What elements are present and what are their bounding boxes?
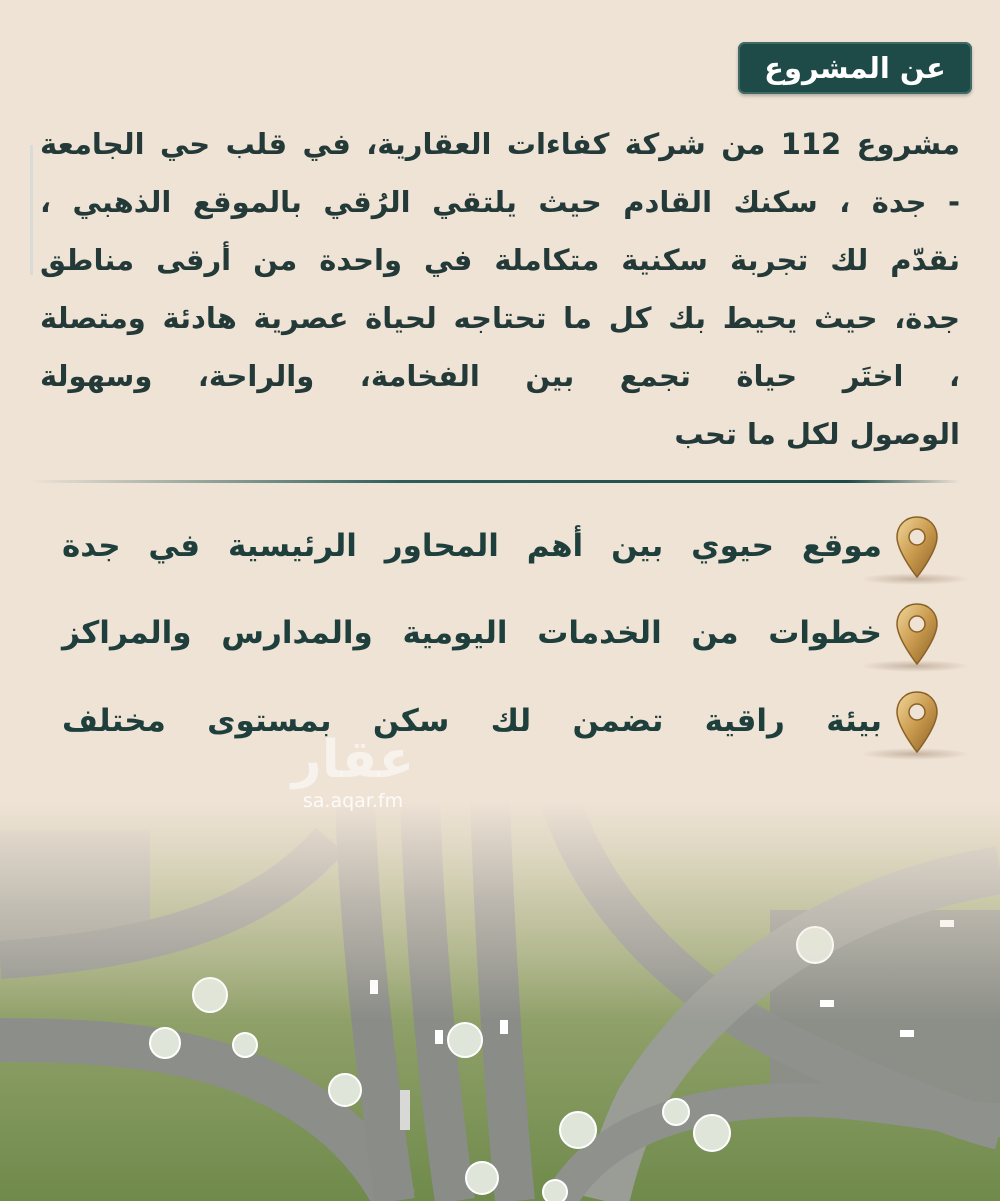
aerial-highway-image [0,800,1000,1201]
location-pin-icon [894,690,940,756]
feature-item [60,602,940,682]
feature-item [60,690,940,770]
feature-text: بيئة راقية تضمن لك سكن بمستوى مختلف [62,703,882,739]
description-line: - جدة ، سكنك القادم حيث يلتقي الرُقي بالموقع الذهبي ، [40,185,960,219]
scroll-indicator [30,145,33,275]
project-description [40,115,960,463]
description-line: مشروع 112 من شركة كفاءات العقارية، في قلب حي الجامعة [40,127,961,161]
location-pin-icon [894,602,940,668]
location-pin-icon [894,515,940,581]
description-line: جدة، حيث يحيط بك كل ما تحتاجه لحياة عصرية هادئة ومتصلة [40,301,960,335]
description-line: نقدّم لك تجربة سكنية متكاملة في واحدة من أرقى مناطق [40,243,960,277]
description-line: الوصول لكل ما تحب [674,417,960,451]
section-divider [30,480,960,483]
watermark-url: sa.aqar.fm [302,790,404,812]
feature-text: موقع حيوي بين أهم المحاور الرئيسية في جدة [62,528,882,564]
watermark-brand: عقار [291,730,415,790]
feature-text: خطوات من الخدمات اليومية والمدارس والمراكز [62,615,882,651]
section-title: عن المشروع [738,42,972,94]
description-line: ، اختَر حياة تجمع بين الفخامة، والراحة، وسهولة [40,359,960,393]
feature-item [60,515,940,595]
watermark [268,730,438,820]
